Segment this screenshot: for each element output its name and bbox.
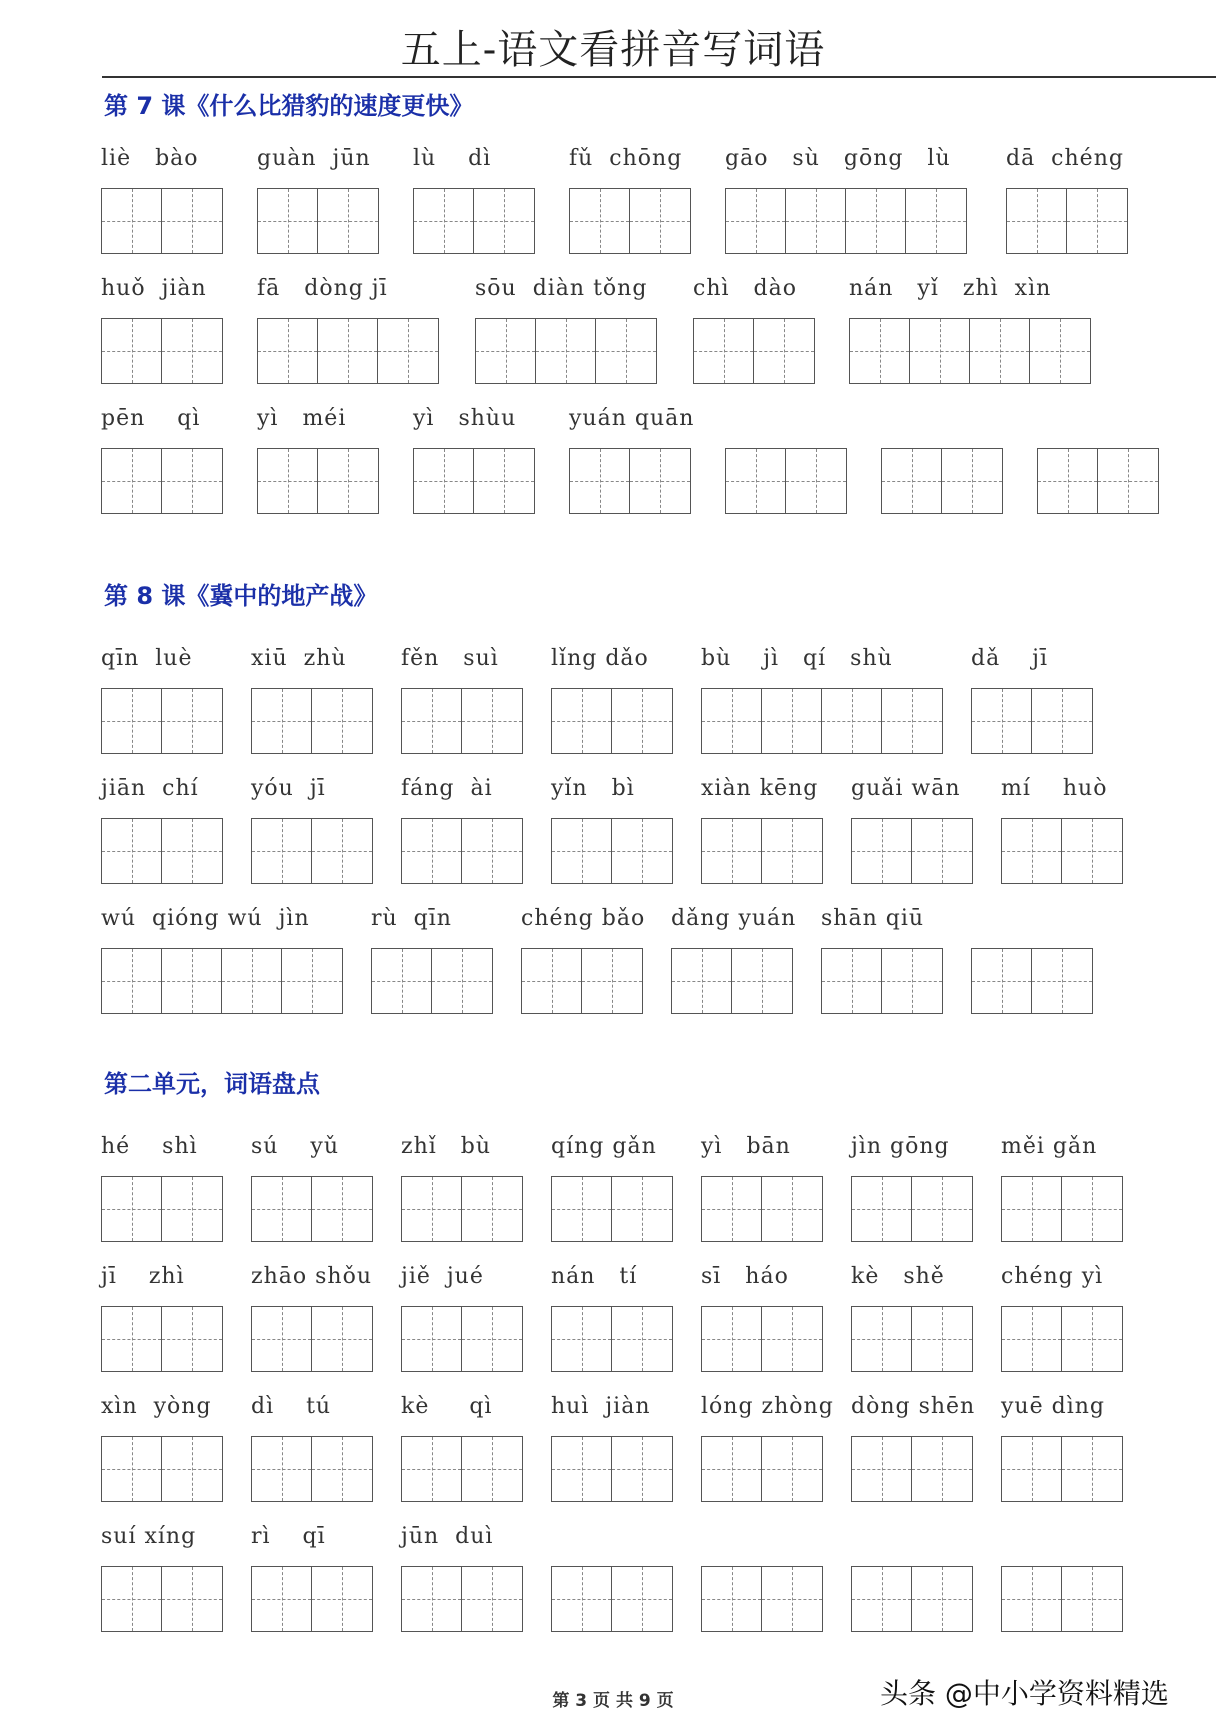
pinyin-label: jūn duì bbox=[401, 1524, 494, 1549]
writing-grid bbox=[401, 1306, 523, 1372]
tianzige-cell[interactable] bbox=[162, 189, 222, 253]
tianzige-cell[interactable] bbox=[402, 819, 462, 883]
pinyin-label: qīn luè bbox=[101, 646, 193, 671]
tianzige-cell[interactable] bbox=[522, 949, 582, 1013]
writing-grid bbox=[101, 188, 223, 254]
tianzige-cell[interactable] bbox=[1062, 1567, 1122, 1631]
tianzige-cell[interactable] bbox=[612, 819, 672, 883]
tianzige-cell[interactable] bbox=[910, 319, 970, 383]
tianzige-cell[interactable] bbox=[474, 449, 534, 513]
pinyin-label: shān qiū bbox=[821, 906, 925, 931]
writing-grid bbox=[401, 818, 523, 884]
tianzige-cell[interactable] bbox=[432, 949, 492, 1013]
section-heading: 第二单元，词语盘点 bbox=[104, 1070, 320, 1098]
tianzige-cell[interactable] bbox=[762, 1437, 822, 1501]
tianzige-cell[interactable] bbox=[612, 1437, 672, 1501]
pinyin-label: huì jiàn bbox=[551, 1394, 651, 1419]
tianzige-cell[interactable] bbox=[318, 449, 378, 513]
pinyin-label: chéng bǎo bbox=[521, 906, 646, 931]
tianzige-cell[interactable] bbox=[762, 1307, 822, 1371]
tianzige-cell[interactable] bbox=[1002, 819, 1062, 883]
tianzige-cell[interactable] bbox=[222, 949, 282, 1013]
pinyin-label: yuē dìng bbox=[1001, 1394, 1105, 1419]
word-row bbox=[0, 276, 1226, 386]
tianzige-cell[interactable] bbox=[852, 1567, 912, 1631]
writing-grid bbox=[881, 448, 1003, 514]
tianzige-cell[interactable] bbox=[612, 1307, 672, 1371]
tianzige-cell[interactable] bbox=[852, 1177, 912, 1241]
tianzige-cell[interactable] bbox=[552, 1437, 612, 1501]
tianzige-cell[interactable] bbox=[852, 1437, 912, 1501]
pinyin-label: rì qī bbox=[251, 1524, 326, 1549]
tianzige-cell[interactable] bbox=[882, 449, 942, 513]
writing-grid bbox=[251, 1566, 373, 1632]
tianzige-cell[interactable] bbox=[1062, 1307, 1122, 1371]
pinyin-label: chì dào bbox=[693, 276, 797, 301]
writing-grid bbox=[1001, 1176, 1123, 1242]
tianzige-cell[interactable] bbox=[402, 1177, 462, 1241]
tianzige-cell[interactable] bbox=[912, 1437, 972, 1501]
tianzige-cell[interactable] bbox=[762, 819, 822, 883]
tianzige-cell[interactable] bbox=[318, 319, 378, 383]
writing-grid bbox=[725, 448, 847, 514]
tianzige-cell[interactable] bbox=[1062, 819, 1122, 883]
writing-grid bbox=[701, 688, 943, 754]
pinyin-label: dì tú bbox=[251, 1394, 332, 1419]
tianzige-cell[interactable] bbox=[822, 949, 882, 1013]
word-row bbox=[0, 646, 1226, 756]
tianzige-cell[interactable] bbox=[318, 189, 378, 253]
tianzige-cell[interactable] bbox=[414, 189, 474, 253]
tianzige-cell[interactable] bbox=[102, 1567, 162, 1631]
tianzige-cell[interactable] bbox=[102, 1177, 162, 1241]
writing-grid bbox=[551, 1306, 673, 1372]
pinyin-label: yì méi bbox=[257, 406, 347, 431]
tianzige-cell[interactable] bbox=[474, 189, 534, 253]
tianzige-cell[interactable] bbox=[162, 319, 222, 383]
writing-grid bbox=[693, 318, 815, 384]
tianzige-cell[interactable] bbox=[702, 1437, 762, 1501]
writing-grid bbox=[257, 318, 439, 384]
tianzige-cell[interactable] bbox=[694, 319, 754, 383]
pinyin-label: zhāo shǒu bbox=[251, 1264, 372, 1289]
pinyin-label: jī zhì bbox=[101, 1264, 185, 1289]
tianzige-cell[interactable] bbox=[972, 689, 1032, 753]
pinyin-label: fáng ài bbox=[401, 776, 493, 801]
tianzige-cell[interactable] bbox=[906, 189, 966, 253]
writing-grid bbox=[101, 818, 223, 884]
tianzige-cell[interactable] bbox=[312, 1177, 372, 1241]
pinyin-label: yuán quān bbox=[569, 406, 695, 431]
word-row bbox=[0, 776, 1226, 886]
tianzige-cell[interactable] bbox=[882, 689, 942, 753]
pinyin-label: jìn gōng bbox=[851, 1134, 950, 1159]
tianzige-cell[interactable] bbox=[912, 1177, 972, 1241]
writing-grid bbox=[569, 188, 691, 254]
tianzige-cell[interactable] bbox=[552, 689, 612, 753]
writing-grid bbox=[551, 1566, 673, 1632]
pinyin-label: guàn jūn bbox=[257, 146, 371, 171]
tianzige-cell[interactable] bbox=[378, 319, 438, 383]
pinyin-label: nán tí bbox=[551, 1264, 638, 1289]
tianzige-cell[interactable] bbox=[1067, 189, 1127, 253]
writing-grid bbox=[401, 1566, 523, 1632]
writing-grid bbox=[1037, 448, 1159, 514]
tianzige-cell[interactable] bbox=[102, 1307, 162, 1371]
writing-grid bbox=[851, 1436, 973, 1502]
tianzige-cell[interactable] bbox=[570, 449, 630, 513]
writing-grid bbox=[251, 688, 373, 754]
pinyin-label: jiān chí bbox=[101, 776, 199, 801]
pinyin-label: rù qīn bbox=[371, 906, 452, 931]
tianzige-cell[interactable] bbox=[102, 449, 162, 513]
tianzige-cell[interactable] bbox=[102, 1437, 162, 1501]
tianzige-cell[interactable] bbox=[258, 189, 318, 253]
tianzige-cell[interactable] bbox=[1002, 1177, 1062, 1241]
writing-grid bbox=[851, 818, 973, 884]
writing-grid bbox=[701, 1176, 823, 1242]
writing-grid bbox=[475, 318, 657, 384]
tianzige-cell[interactable] bbox=[252, 1567, 312, 1631]
tianzige-cell[interactable] bbox=[912, 1307, 972, 1371]
tianzige-cell[interactable] bbox=[552, 1567, 612, 1631]
pinyin-label: yǐn bì bbox=[551, 776, 635, 801]
watermark: 头条 @中小学资料精选 bbox=[880, 1677, 1169, 1710]
pinyin-label: xiū zhù bbox=[251, 646, 347, 671]
pinyin-label: nán yǐ zhì xìn bbox=[849, 276, 1052, 301]
writing-grid bbox=[401, 688, 523, 754]
word-row bbox=[0, 406, 1226, 516]
word-row bbox=[0, 1524, 1226, 1634]
writing-grid bbox=[851, 1176, 973, 1242]
pinyin-label: liè bào bbox=[101, 146, 199, 171]
tianzige-cell[interactable] bbox=[162, 1177, 222, 1241]
tianzige-cell[interactable] bbox=[912, 1567, 972, 1631]
tianzige-cell[interactable] bbox=[462, 1307, 522, 1371]
pinyin-label: bù jì qí shù bbox=[701, 646, 893, 671]
tianzige-cell[interactable] bbox=[1062, 1437, 1122, 1501]
pinyin-label: fā dòng jī bbox=[257, 276, 388, 301]
tianzige-cell[interactable] bbox=[970, 319, 1030, 383]
tianzige-cell[interactable] bbox=[414, 449, 474, 513]
tianzige-cell[interactable] bbox=[372, 949, 432, 1013]
tianzige-cell[interactable] bbox=[726, 189, 786, 253]
tianzige-cell[interactable] bbox=[762, 1567, 822, 1631]
pinyin-label: sú yǔ bbox=[251, 1134, 340, 1159]
tianzige-cell[interactable] bbox=[1098, 449, 1158, 513]
tianzige-cell[interactable] bbox=[552, 1177, 612, 1241]
pinyin-label: xìn yòng bbox=[101, 1394, 212, 1419]
tianzige-cell[interactable] bbox=[102, 949, 162, 1013]
tianzige-cell[interactable] bbox=[462, 1567, 522, 1631]
tianzige-cell[interactable] bbox=[258, 319, 318, 383]
tianzige-cell[interactable] bbox=[1002, 1307, 1062, 1371]
page-title: 五上-语文看拼音写词语 bbox=[400, 27, 826, 73]
writing-grid bbox=[851, 1566, 973, 1632]
pinyin-label: lǐng dǎo bbox=[551, 646, 649, 671]
pinyin-label: mí huò bbox=[1001, 776, 1108, 801]
tianzige-cell[interactable] bbox=[786, 189, 846, 253]
tianzige-cell[interactable] bbox=[402, 689, 462, 753]
tianzige-cell[interactable] bbox=[102, 819, 162, 883]
writing-grid bbox=[101, 948, 343, 1014]
tianzige-cell[interactable] bbox=[726, 449, 786, 513]
writing-grid bbox=[413, 448, 535, 514]
tianzige-cell[interactable] bbox=[732, 949, 792, 1013]
writing-grid bbox=[101, 318, 223, 384]
word-row bbox=[0, 1134, 1226, 1244]
tianzige-cell[interactable] bbox=[552, 1307, 612, 1371]
tianzige-cell[interactable] bbox=[552, 819, 612, 883]
pinyin-label: sōu diàn tǒng bbox=[475, 276, 648, 301]
pinyin-label: dǎng yuán bbox=[671, 906, 797, 931]
pinyin-label: yóu jī bbox=[251, 776, 326, 801]
pinyin-label: huǒ jiàn bbox=[101, 276, 207, 301]
writing-grid bbox=[101, 1436, 223, 1502]
tianzige-cell[interactable] bbox=[1038, 449, 1098, 513]
tianzige-cell[interactable] bbox=[672, 949, 732, 1013]
pinyin-label: chéng yì bbox=[1001, 1264, 1104, 1289]
tianzige-cell[interactable] bbox=[536, 319, 596, 383]
tianzige-cell[interactable] bbox=[102, 189, 162, 253]
writing-grid bbox=[551, 818, 673, 884]
tianzige-cell[interactable] bbox=[312, 819, 372, 883]
pinyin-label: suí xíng bbox=[101, 1524, 197, 1549]
writing-grid bbox=[251, 1306, 373, 1372]
pinyin-label: xiàn kēng bbox=[701, 776, 819, 801]
writing-grid bbox=[971, 948, 1093, 1014]
tianzige-cell[interactable] bbox=[312, 1567, 372, 1631]
pinyin-label: dǎ jī bbox=[971, 646, 1049, 671]
tianzige-cell[interactable] bbox=[822, 689, 882, 753]
tianzige-cell[interactable] bbox=[252, 819, 312, 883]
tianzige-cell[interactable] bbox=[596, 319, 656, 383]
pinyin-label: zhǐ bù bbox=[401, 1134, 492, 1159]
writing-grid bbox=[257, 188, 379, 254]
writing-grid bbox=[701, 818, 823, 884]
tianzige-cell[interactable] bbox=[1032, 689, 1092, 753]
pinyin-label: fǔ chōng bbox=[569, 146, 683, 171]
writing-grid bbox=[101, 448, 223, 514]
tianzige-cell[interactable] bbox=[972, 949, 1032, 1013]
tianzige-cell[interactable] bbox=[402, 1437, 462, 1501]
pinyin-label: kè qì bbox=[401, 1394, 493, 1419]
pinyin-label: dòng shēn bbox=[851, 1394, 976, 1419]
tianzige-cell[interactable] bbox=[312, 1307, 372, 1371]
tianzige-cell[interactable] bbox=[762, 689, 822, 753]
tianzige-cell[interactable] bbox=[252, 1437, 312, 1501]
writing-grid bbox=[371, 948, 493, 1014]
pinyin-label: kè shě bbox=[851, 1264, 945, 1289]
writing-grid bbox=[521, 948, 643, 1014]
tianzige-cell[interactable] bbox=[162, 949, 222, 1013]
tianzige-cell[interactable] bbox=[252, 1307, 312, 1371]
tianzige-cell[interactable] bbox=[762, 1177, 822, 1241]
writing-grid bbox=[101, 688, 223, 754]
pinyin-label: lóng zhòng bbox=[701, 1394, 834, 1419]
tianzige-cell[interactable] bbox=[102, 319, 162, 383]
tianzige-cell[interactable] bbox=[402, 1307, 462, 1371]
writing-grid bbox=[101, 1566, 223, 1632]
tianzige-cell[interactable] bbox=[882, 949, 942, 1013]
tianzige-cell[interactable] bbox=[912, 819, 972, 883]
pinyin-label: sī háo bbox=[701, 1264, 789, 1289]
writing-grid bbox=[1006, 188, 1128, 254]
writing-grid bbox=[725, 188, 967, 254]
pinyin-label: dā chéng bbox=[1006, 146, 1124, 171]
tianzige-cell[interactable] bbox=[850, 319, 910, 383]
writing-grid bbox=[251, 1176, 373, 1242]
writing-grid bbox=[551, 1436, 673, 1502]
writing-grid bbox=[569, 448, 691, 514]
pinyin-label: hé shì bbox=[101, 1134, 198, 1159]
tianzige-cell[interactable] bbox=[162, 819, 222, 883]
tianzige-cell[interactable] bbox=[1032, 949, 1092, 1013]
pinyin-label: měi gǎn bbox=[1001, 1134, 1098, 1159]
writing-grid bbox=[1001, 1306, 1123, 1372]
tianzige-cell[interactable] bbox=[702, 1307, 762, 1371]
tianzige-cell[interactable] bbox=[162, 1307, 222, 1371]
writing-grid bbox=[551, 1176, 673, 1242]
tianzige-cell[interactable] bbox=[702, 1177, 762, 1241]
tianzige-cell[interactable] bbox=[462, 1437, 522, 1501]
tianzige-cell[interactable] bbox=[462, 689, 522, 753]
pinyin-label: gāo sù gōng lù bbox=[725, 146, 951, 171]
tianzige-cell[interactable] bbox=[942, 449, 1002, 513]
tianzige-cell[interactable] bbox=[852, 1307, 912, 1371]
tianzige-cell[interactable] bbox=[1002, 1567, 1062, 1631]
pinyin-label: wú qióng wú jìn bbox=[101, 906, 310, 931]
tianzige-cell[interactable] bbox=[312, 1437, 372, 1501]
tianzige-cell[interactable] bbox=[252, 689, 312, 753]
tianzige-cell[interactable] bbox=[630, 189, 690, 253]
tianzige-cell[interactable] bbox=[702, 689, 762, 753]
tianzige-cell[interactable] bbox=[1062, 1177, 1122, 1241]
pinyin-label: fěn suì bbox=[401, 646, 499, 671]
word-row bbox=[0, 146, 1226, 256]
tianzige-cell[interactable] bbox=[702, 1567, 762, 1631]
tianzige-cell[interactable] bbox=[162, 1437, 222, 1501]
writing-grid bbox=[413, 188, 535, 254]
tianzige-cell[interactable] bbox=[258, 449, 318, 513]
title-divider bbox=[102, 76, 1216, 78]
writing-grid bbox=[971, 688, 1093, 754]
tianzige-cell[interactable] bbox=[570, 189, 630, 253]
tianzige-cell[interactable] bbox=[1002, 1437, 1062, 1501]
tianzige-cell[interactable] bbox=[462, 1177, 522, 1241]
pinyin-label: qíng gǎn bbox=[551, 1134, 657, 1159]
tianzige-cell[interactable] bbox=[162, 449, 222, 513]
tianzige-cell[interactable] bbox=[162, 689, 222, 753]
pinyin-label: yì shùu bbox=[413, 406, 517, 431]
writing-grid bbox=[1001, 1436, 1123, 1502]
writing-grid bbox=[401, 1436, 523, 1502]
tianzige-cell[interactable] bbox=[162, 1567, 222, 1631]
tianzige-cell[interactable] bbox=[852, 819, 912, 883]
writing-grid bbox=[101, 1306, 223, 1372]
pinyin-label: yì bān bbox=[701, 1134, 791, 1159]
writing-grid bbox=[251, 818, 373, 884]
writing-grid bbox=[701, 1306, 823, 1372]
tianzige-cell[interactable] bbox=[402, 1567, 462, 1631]
section-heading: 第 7 课《什么比猎豹的速度更快》 bbox=[104, 92, 474, 120]
tianzige-cell[interactable] bbox=[462, 819, 522, 883]
tianzige-cell[interactable] bbox=[102, 689, 162, 753]
word-row bbox=[0, 1264, 1226, 1374]
writing-grid bbox=[401, 1176, 523, 1242]
section-heading: 第 8 课《冀中的地产战》 bbox=[104, 582, 378, 610]
tianzige-cell[interactable] bbox=[1007, 189, 1067, 253]
pinyin-label: pēn qì bbox=[101, 406, 201, 431]
tianzige-cell[interactable] bbox=[612, 1177, 672, 1241]
writing-grid bbox=[701, 1436, 823, 1502]
writing-grid bbox=[251, 1436, 373, 1502]
writing-grid bbox=[101, 1176, 223, 1242]
writing-grid bbox=[701, 1566, 823, 1632]
word-row bbox=[0, 906, 1226, 1016]
tianzige-cell[interactable] bbox=[630, 449, 690, 513]
pinyin-label: jiě jué bbox=[401, 1264, 484, 1289]
pinyin-label: lù dì bbox=[413, 146, 492, 171]
tianzige-cell[interactable] bbox=[786, 449, 846, 513]
tianzige-cell[interactable] bbox=[476, 319, 536, 383]
tianzige-cell[interactable] bbox=[702, 819, 762, 883]
tianzige-cell[interactable] bbox=[312, 689, 372, 753]
tianzige-cell[interactable] bbox=[1030, 319, 1090, 383]
page-number: 第 3 页 共 9 页 bbox=[552, 1691, 674, 1711]
writing-grid bbox=[1001, 1566, 1123, 1632]
tianzige-cell[interactable] bbox=[612, 1567, 672, 1631]
pinyin-label: guǎi wān bbox=[851, 776, 961, 801]
tianzige-cell[interactable] bbox=[612, 689, 672, 753]
writing-grid bbox=[671, 948, 793, 1014]
tianzige-cell[interactable] bbox=[252, 1177, 312, 1241]
tianzige-cell[interactable] bbox=[282, 949, 342, 1013]
tianzige-cell[interactable] bbox=[754, 319, 814, 383]
writing-grid bbox=[821, 948, 943, 1014]
writing-grid bbox=[851, 1306, 973, 1372]
writing-grid bbox=[849, 318, 1091, 384]
writing-grid bbox=[551, 688, 673, 754]
word-row bbox=[0, 1394, 1226, 1504]
tianzige-cell[interactable] bbox=[582, 949, 642, 1013]
writing-grid bbox=[1001, 818, 1123, 884]
writing-grid bbox=[257, 448, 379, 514]
tianzige-cell[interactable] bbox=[846, 189, 906, 253]
